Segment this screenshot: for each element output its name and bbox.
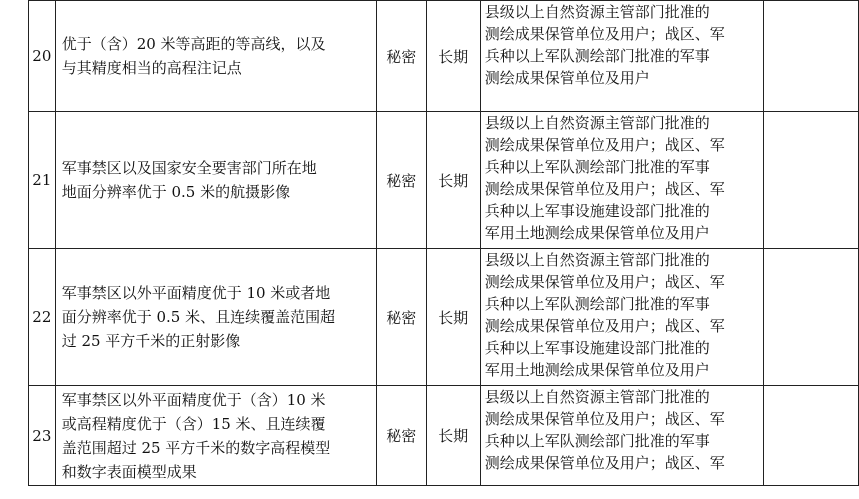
table-row [29,112,859,249]
scope-line: 军用土地测绘成果保管单位及用户 [484,361,710,379]
content-line: 军事禁区以及国家安全要害部门所在地 [61,159,317,177]
row-number: 22 [29,249,56,386]
content-line: 地面分辨率优于 0.5 米的航摄影像 [61,183,291,201]
secret-level: 秘密 [377,1,426,112]
table-row [29,386,859,486]
content-line: 军事禁区以外平面精度优于 10 米或者地 [61,284,331,302]
secret-term: 长期 [426,112,480,249]
table-row [29,249,859,386]
note-cell [764,386,859,486]
row-content [55,1,376,112]
scope-line: 测绘成果保管单位及用户；战区、军 [484,136,725,154]
row-content [55,112,376,249]
secret-level: 秘密 [377,249,426,386]
secrets-table [28,0,859,486]
note-cell [764,1,859,112]
access-scope [480,112,763,249]
row-number: 20 [29,1,56,112]
scope-line: 测绘成果保管单位及用户；战区、军 [484,25,725,43]
scope-line: 县级以上自然资源主管部门批准的 [484,3,710,21]
content-line: 过 25 平方千米的正射影像 [61,332,241,350]
secret-term: 长期 [426,1,480,112]
content-line: 与其精度相当的高程注记点 [61,59,242,77]
content-line: 面分辨率优于 0.5 米、且连续覆盖范围超 [61,308,336,326]
secret-level: 秘密 [377,112,426,249]
table-row [29,1,859,112]
scope-line: 兵种以上军队测绘部门批准的军事 [484,432,710,450]
note-cell [764,112,859,249]
scope-line: 县级以上自然资源主管部门批准的 [484,388,710,406]
scope-line: 测绘成果保管单位及用户；战区、军 [484,410,725,428]
scope-line: 测绘成果保管单位及用户；战区、军 [484,317,725,335]
scope-line: 县级以上自然资源主管部门批准的 [484,114,710,132]
row-content [55,386,376,486]
row-number: 21 [29,112,56,249]
content-line: 或高程精度优于（含）15 米、且连续覆 [61,414,326,433]
row-number: 23 [29,386,56,486]
scope-line: 测绘成果保管单位及用户 [484,69,650,87]
scope-line: 测绘成果保管单位及用户；战区、军 [484,273,725,291]
scope-line: 测绘成果保管单位及用户；战区、军 [484,454,725,472]
scope-line: 兵种以上军队测绘部门批准的军事 [484,47,710,65]
table-body [29,1,859,486]
row-content [55,249,376,386]
content-line: 军事禁区以外平面精度优于（含）10 米 [61,390,326,409]
content-line: 和数字表面模型成果 [61,462,197,481]
scope-line: 兵种以上军队测绘部门批准的军事 [484,158,710,176]
scope-line: 测绘成果保管单位及用户；战区、军 [484,180,725,198]
content-line: 优于（含）20 米等高距的等高线，以及 [61,35,326,53]
scope-line: 兵种以上军队测绘部门批准的军事 [484,295,710,313]
note-cell [764,249,859,386]
scope-line: 兵种以上军事设施建设部门批准的 [484,202,710,220]
scope-line: 县级以上自然资源主管部门批准的 [484,251,710,269]
scope-line: 军用土地测绘成果保管单位及用户 [484,224,710,242]
secret-level: 秘密 [377,386,426,486]
content-line: 盖范围超过 25 平方千米的数字高程模型 [61,438,331,457]
secret-term: 长期 [426,386,480,486]
access-scope [480,249,763,386]
secret-term: 长期 [426,249,480,386]
access-scope [480,386,763,486]
access-scope [480,1,763,112]
scope-line: 兵种以上军事设施建设部门批准的 [484,339,710,357]
